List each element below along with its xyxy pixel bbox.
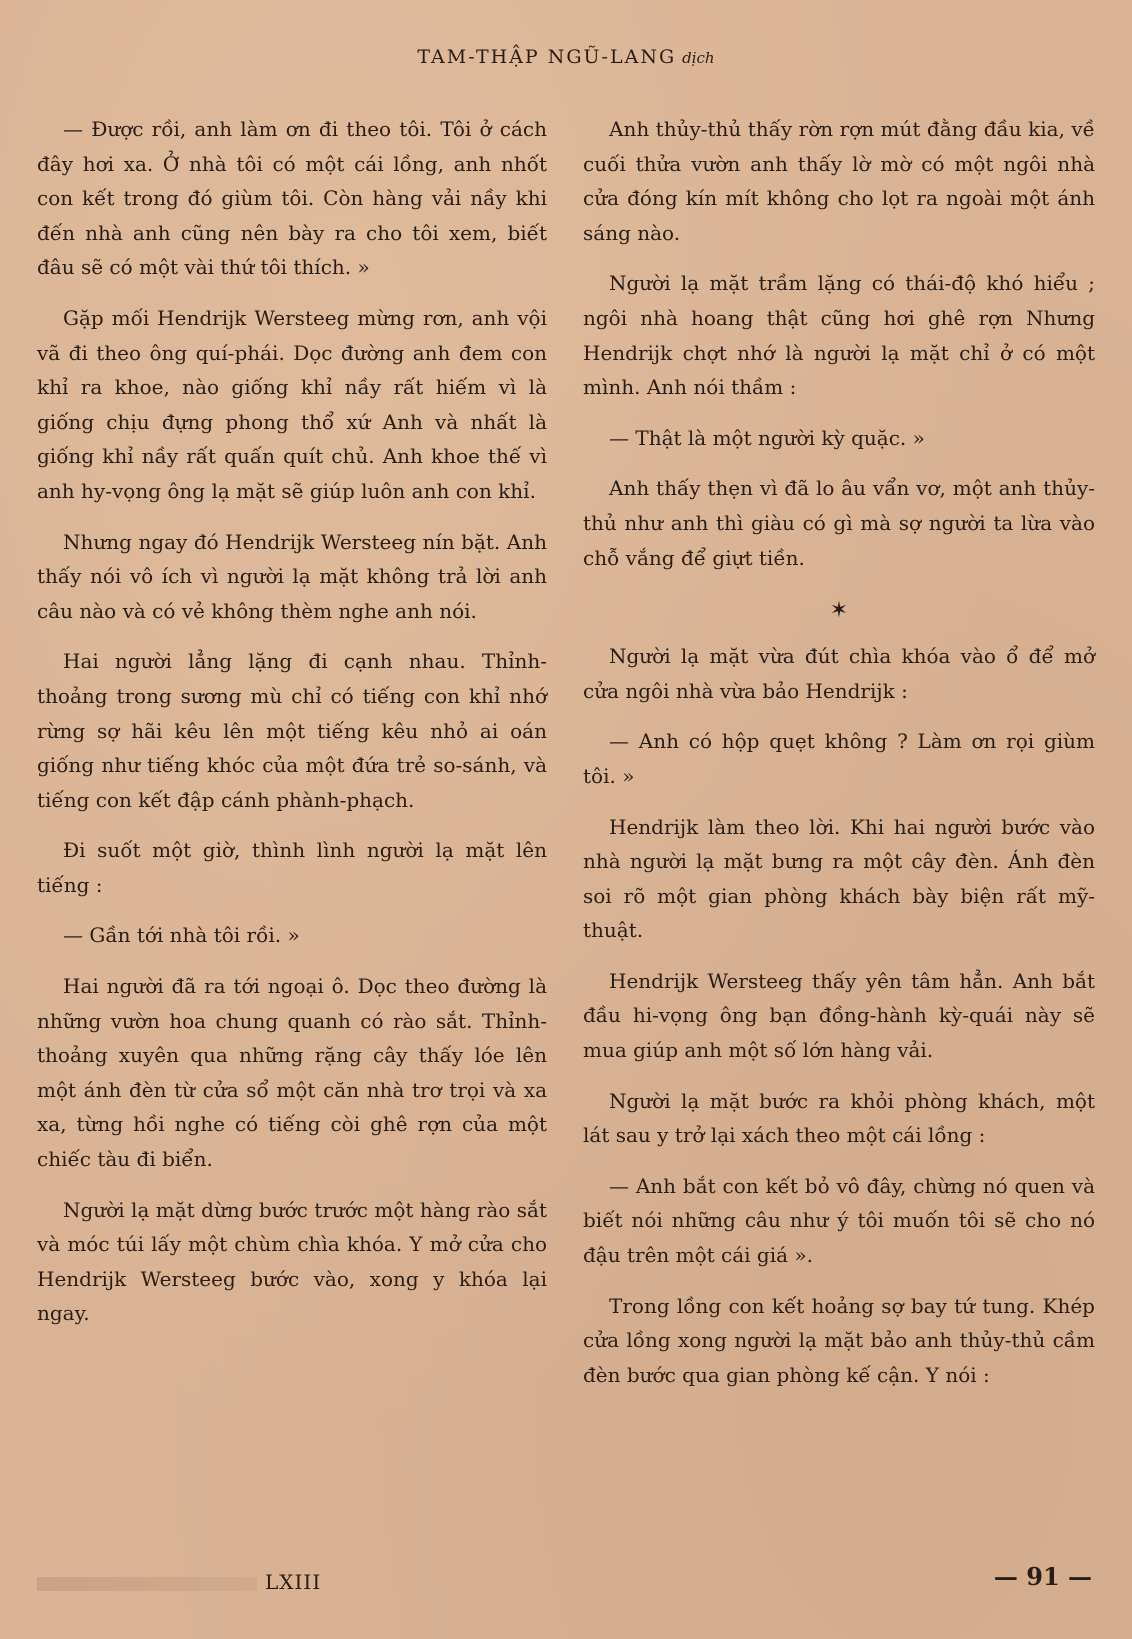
paragraph: — Được rồi, anh làm ơn đi theo tôi. Tôi ở cách đây hơi xa. Ở nhà tôi có một cái lồng, anh nhốt con kết trong đó giùm tôi. Còn hàng vải nầy khi đến nhà anh cũng nên bày ra cho tôi xem, biết đâu sẽ có một vài thứ tôi thích. » [37, 117, 547, 280]
paragraph: Nhưng ngay đó Hendrijk Wersteeg nín bặt. Anh thấy nói vô ích vì người lạ mặt không trả lời anh câu nào và có vẻ không thèm nghe anh nói. [37, 529, 547, 623]
issue-footer [37, 1570, 321, 1594]
paragraph: Anh thấy thẹn vì đã lo âu vẩn vơ, một anh thủy-thủ như anh thì giàu có gì mà sợ người ta lừa vào chỗ vắng để giựt tiền. [583, 476, 1095, 570]
paragraph: Hendrijk làm theo lời. Khi hai người bước vào nhà người lạ mặt bưng ra một cây đèn. Ánh đèn soi rõ một gian phòng khách bày biện rất mỹ-thuật. [583, 814, 1095, 943]
issue-number: LXIII [265, 1570, 322, 1594]
page-number: — 91 — [993, 1562, 1092, 1591]
paragraph: — Gần tới nhà tôi rồi. » [63, 923, 300, 948]
paragraph: Đi suốt một giờ, thình lình người lạ mặt lên tiếng : [37, 838, 547, 897]
paragraph: Hai người lẳng lặng đi cạnh nhau. Thỉnh-thoảng trong sương mù chỉ có tiếng con khỉ nhớ rừng sợ hãi kêu lên một tiếng kêu nhỏ ai oán giống như tiếng khóc của một đứa trẻ so-sánh, và tiếng con kết đập cánh phành-phạch. [37, 649, 547, 812]
ink-smudge [37, 1577, 257, 1591]
paragraph: Người lạ mặt vừa đút chìa khóa vào ổ để mở cửa ngôi nhà vừa bảo Hendrijk : [583, 644, 1095, 703]
paragraph: Hendrijk Wersteeg thấy yên tâm hẳn. Anh bắt đầu hi-vọng ông bạn đồng-hành kỳ-quái này sẽ mua giúp anh một số lớn hàng vải. [583, 968, 1095, 1063]
running-header [0, 46, 1132, 68]
paragraph: Người lạ mặt trầm lặng có thái-độ khó hiểu ; ngôi nhà hoang thật cũng hơi ghê rợn Nhưng Hendrijk chợt nhớ là người lạ mặt chỉ ở có một mình. Anh nói thầm : [583, 271, 1095, 400]
header-title: TAM-THẬP NGŨ-LANG [417, 46, 677, 68]
paragraph: Người lạ mặt bước ra khỏi phòng khách, một lát sau y trở lại xách theo một cái lồng : [583, 1088, 1095, 1148]
paragraph: — Anh có hộp quẹt không ? Làm ơn rọi giùm tôi. » [583, 729, 1095, 788]
paragraph: Hai người đã ra tới ngoại ô. Dọc theo đường là những vườn hoa chung quanh có rào sắt. Thỉnh-thoảng xuyên qua những rặng cây thấy lóe lên một ánh đèn từ cửa sổ một căn nhà trơ trọi và xa xa, từng hồi nghe có tiếng còi ghê rợn của một chiếc tàu đi biển. [37, 974, 547, 1172]
right-column [583, 112, 1095, 1408]
section-separator-icon: ✶ [829, 598, 849, 624]
paragraph: Người lạ mặt dừng bước trước một hàng rào sắt và móc túi lấy một chùm chìa khóa. Y mở cửa cho Hendrijk Wersteeg bước vào, xong y khóa lại ngay. [37, 1197, 547, 1326]
paragraph: — Thật là một người kỳ quặc. » [609, 425, 925, 450]
paragraph: Trong lồng con kết hoảng sợ bay tứ tung. Khép cửa lồng xong người lạ mặt bảo anh thủy-thủ cầm đèn bước qua gian phòng kế cận. Y nói : [583, 1293, 1095, 1387]
header-byline: dịch [682, 49, 715, 67]
left-column [37, 112, 547, 1347]
paragraph: Anh thủy-thủ thấy rờn rợn mút đằng đầu kia, về cuối thửa vườn anh thấy lờ mờ có một ngôi nhà cửa đóng kín mít không cho lọt ra ngoài một ánh sáng nào. [583, 117, 1095, 245]
paragraph: Gặp mối Hendrijk Wersteeg mừng rơn, anh vội vã đi theo ông quí-phái. Dọc đường anh đem con khỉ ra khoe, nào giống khỉ nầy rất hiếm vì là giống chịu đựng phong thổ xứ Anh và nhất là giống khỉ nầy rất quấn quít chủ. Anh khoe thế vì anh hy-vọng ông lạ mặt sẽ giúp luôn anh con khỉ. [37, 305, 547, 503]
paragraph: — Anh bắt con kết bỏ vô đây, chừng nó quen và biết nói những câu như ý tôi muốn tôi sẽ cho nó đậu trên một cái giá ». [583, 1173, 1095, 1268]
